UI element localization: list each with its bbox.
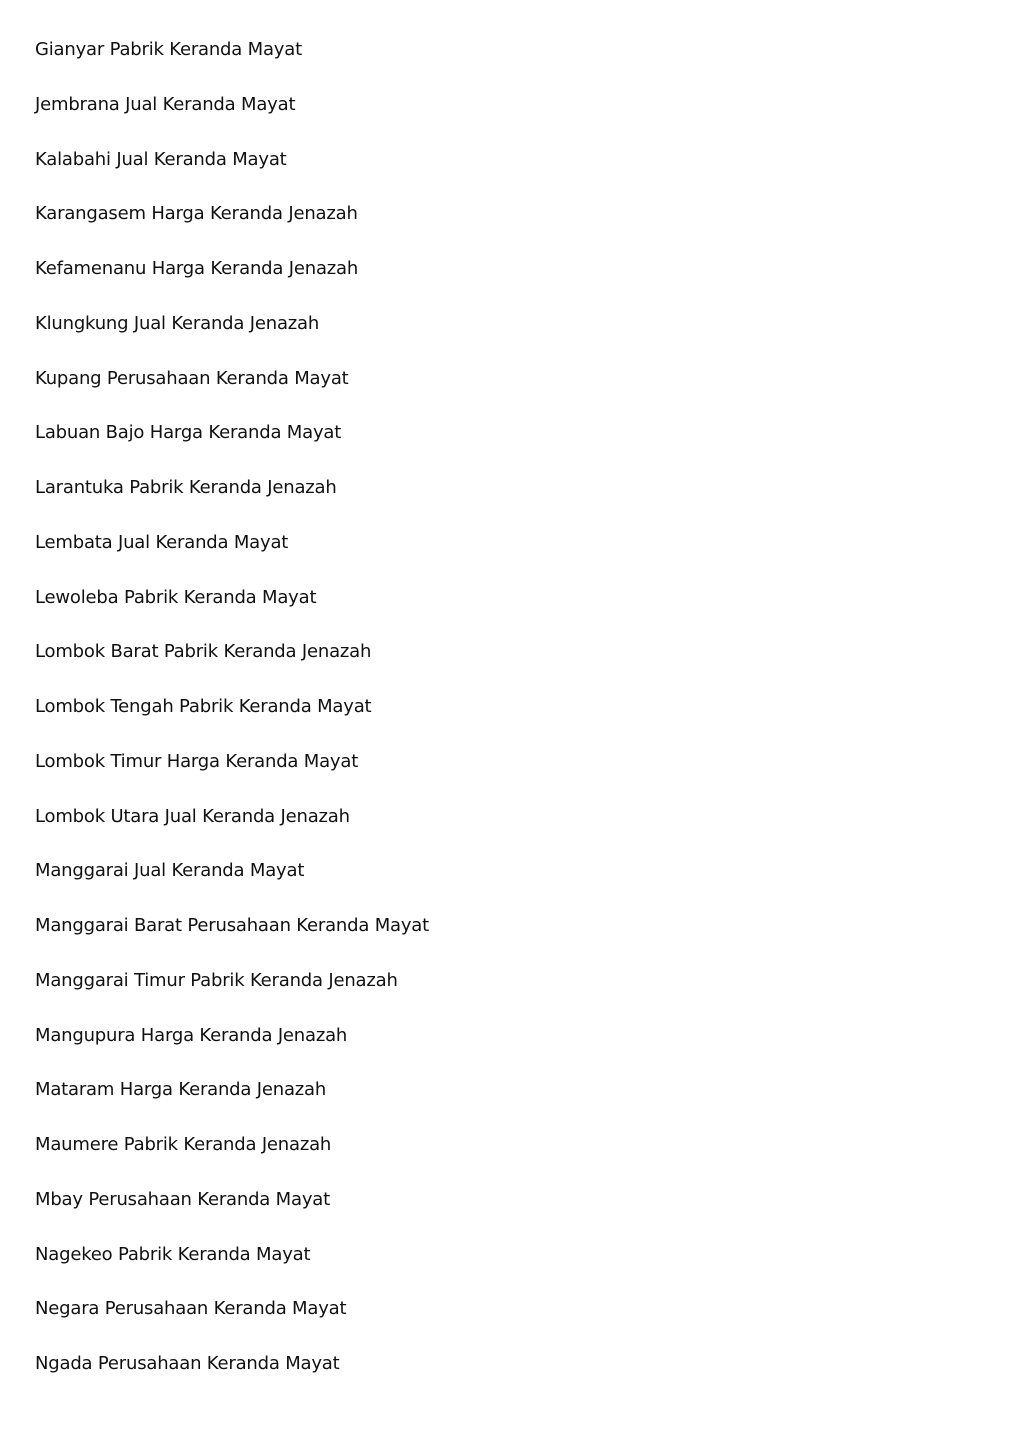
text-line: Manggarai Timur Pabrik Keranda Jenazah xyxy=(35,969,398,991)
text-line: Manggarai Jual Keranda Mayat xyxy=(35,860,305,882)
text-line: Klungkung Jual Keranda Jenazah xyxy=(35,312,320,334)
text-line: Jembrana Jual Keranda Mayat xyxy=(35,93,296,115)
text-line: Gianyar Pabrik Keranda Mayat xyxy=(35,39,302,60)
text-line: Kupang Perusahaan Keranda Mayat xyxy=(35,367,349,389)
text-line: Karangasem Harga Keranda Jenazah xyxy=(35,203,358,225)
text-list xyxy=(35,36,429,1405)
text-line: Mataram Harga Keranda Jenazah xyxy=(35,1079,327,1101)
text-line: Mbay Perusahaan Keranda Mayat xyxy=(35,1188,330,1210)
text-line: Labuan Bajo Harga Keranda Mayat xyxy=(35,422,342,444)
text-line: Maumere Pabrik Keranda Jenazah xyxy=(35,1134,332,1155)
text-line: Lombok Utara Jual Keranda Jenazah xyxy=(35,805,350,827)
text-line: Lewoleba Pabrik Keranda Mayat xyxy=(35,586,317,608)
text-line: Kefamenanu Harga Keranda Jenazah xyxy=(35,258,359,279)
text-line: Lembata Jual Keranda Mayat xyxy=(35,531,289,553)
text-line: Nagekeo Pabrik Keranda Mayat xyxy=(35,1243,311,1265)
text-line: Kalabahi Jual Keranda Mayat xyxy=(35,148,287,170)
text-line: Mangupura Harga Keranda Jenazah xyxy=(35,1024,348,1046)
text-line: Lombok Tengah Pabrik Keranda Mayat xyxy=(35,696,372,717)
text-line: Lombok Barat Pabrik Keranda Jenazah xyxy=(35,641,372,663)
text-line: Negara Perusahaan Keranda Mayat xyxy=(35,1298,347,1320)
text-line: Larantuka Pabrik Keranda Jenazah xyxy=(35,477,337,498)
text-line: Lombok Timur Harga Keranda Mayat xyxy=(35,750,359,772)
text-line: Manggarai Barat Perusahaan Keranda Mayat xyxy=(35,915,429,936)
text-line: Ngada Perusahaan Keranda Mayat xyxy=(35,1353,340,1374)
